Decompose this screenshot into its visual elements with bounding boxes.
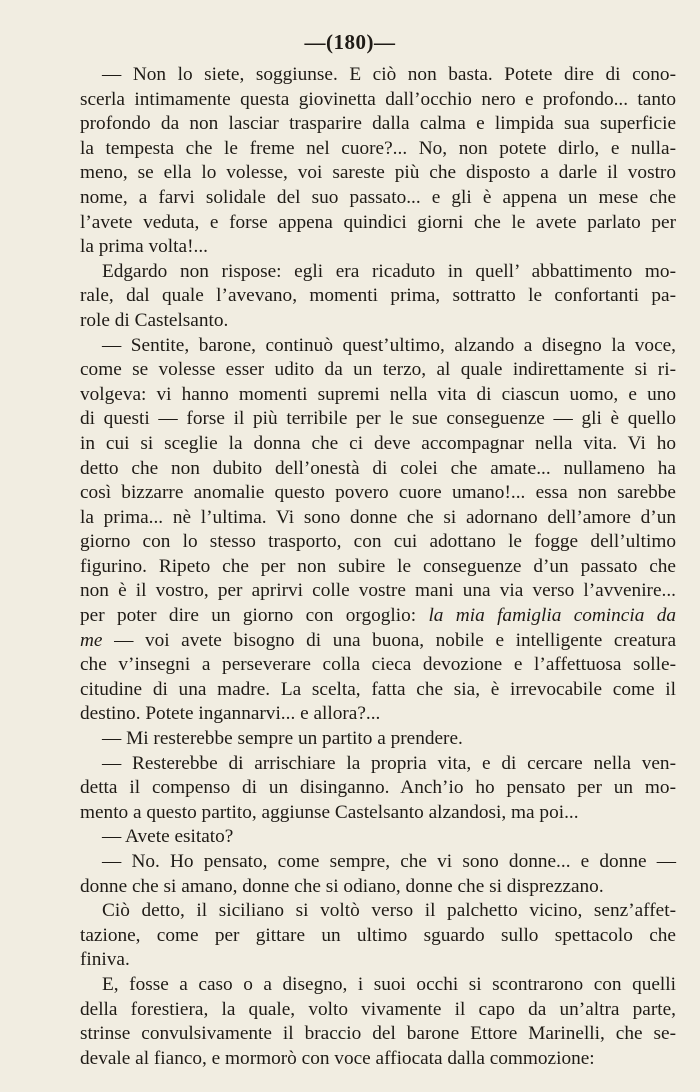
text-line (80, 63, 676, 88)
line-text: che v’insegni a perseverare colla cieca devozione e l’affettuosa solle- (80, 654, 676, 676)
line-text: l’avete veduta, e forse appena quindici giorni che le avete parlato per (80, 211, 676, 233)
text-line (80, 432, 676, 457)
text-line (80, 260, 676, 285)
line-text: meno, se ella lo volesse, voi sareste più che disposto a darle il vostro (80, 162, 676, 184)
line-text: giorno con lo stesso trasporto, con cui adottano le fogge dell’ultimo (80, 531, 676, 553)
text-line (80, 235, 676, 260)
text-line (80, 530, 676, 555)
text-line (80, 801, 676, 826)
text-line (80, 506, 676, 531)
line-text: citudine di una madre. La scelta, fatta che sia, è irrevocabile come il (80, 678, 676, 700)
line-text: detta il compenso di un disinganno. Anch’io ho pensato per un mo- (80, 777, 676, 799)
text-line (80, 284, 676, 309)
text-line (80, 653, 676, 678)
text-line (80, 776, 676, 801)
line-text: volgeva: vi hanno momenti supremi nella vita di ciascun uomo, e uno (80, 383, 676, 405)
line-text: — voi avete bisogno di una buona, nobile e intelligente creatura (102, 629, 676, 651)
text-line (80, 825, 676, 850)
line-text: nome, a farvi solidale del suo passato... e gli è appena un mese che (80, 186, 676, 208)
text-line (80, 334, 676, 359)
line-text: — Avete esitato? (102, 826, 234, 848)
line-text: per poter dire un giorno con orgoglio: (80, 605, 429, 627)
text-line (80, 407, 676, 432)
line-text: — Resterebbe di arrischiare la propria vita, e di cercare nella ven- (102, 752, 676, 774)
text-line (80, 383, 676, 408)
line-text: la tempesta che le freme nel cuore?... No, non potete dirlo, e nulla- (80, 137, 676, 159)
line-text: così bizzarre anomalie questo povero cuore umano!... essa non sarebbe (80, 482, 676, 504)
line-text: la prima volta!... (80, 236, 208, 258)
text-line (80, 481, 676, 506)
text-line (80, 137, 676, 162)
text-line (80, 850, 676, 875)
line-text: rale, dal quale l’avevano, momenti prima, sottratto le confortanti pa- (80, 285, 676, 307)
text-line (80, 727, 676, 752)
text-line (80, 186, 676, 211)
text-line (80, 1047, 676, 1072)
text-line (80, 604, 676, 629)
text-line (80, 948, 676, 973)
line-text: scerla intimamente questa giovinetta dall’occhio nero e profondo... tanto (80, 88, 676, 110)
line-text: figurino. Ripeto che per non subire le conseguenze d’un passato che (80, 555, 676, 577)
line-text: E, fosse a caso o a disegno, i suoi occhi si scontrarono con quelli (102, 973, 676, 995)
line-text: — Non lo siete, soggiunse. E ciò non basta. Potete dire di cono- (102, 64, 676, 85)
line-text: mento a questo partito, aggiunse Castelsanto alzandosi, ma poi... (80, 801, 579, 823)
line-text: destino. Potete ingannarvi... e allora?... (80, 703, 381, 725)
text-line (80, 678, 676, 703)
text-line (80, 555, 676, 580)
text-line (80, 211, 676, 236)
text-line (80, 112, 676, 137)
line-text: come se volesse esser udito da un terzo, al quale indirettamente si ri- (80, 359, 676, 381)
text-line (80, 973, 676, 998)
line-text: non è il vostro, per aprirvi colle vostre mani una via verso l’avvenire... (80, 580, 676, 602)
line-text: detto che non dubito dell’onestà di colei che amate... nullameno ha (80, 457, 676, 479)
text-line (80, 579, 676, 604)
line-text: tazione, come per gittare un ultimo sguardo sullo spettacolo che (80, 924, 676, 946)
line-text: — Mi resterebbe sempre un partito a prendere. (102, 728, 463, 750)
text-line (80, 924, 676, 949)
line-text: la prima... nè l’ultima. Vi sono donne che si adornano dell’amore d’un (80, 506, 676, 528)
text-line (80, 309, 676, 334)
text-body (80, 63, 676, 1071)
line-text: — Sentite, barone, continuò quest’ultimo, alzando a disegno la voce, (102, 334, 676, 356)
line-text: di questi — forse il più terribile per le sue conseguenze — gli è quello (80, 408, 676, 430)
line-text: donne che si amano, donne che si odiano, donne che si disprezzano. (80, 875, 604, 897)
line-text: della forestiera, la quale, volto vivamente il capo da un’altra parte, (80, 998, 676, 1020)
text-line (80, 88, 676, 113)
text-line (80, 899, 676, 924)
line-text: profondo da non lasciar trasparire dalla calma e limpida sua superficie (80, 113, 676, 135)
text-line (80, 358, 676, 383)
line-text: role di Castelsanto. (80, 309, 229, 331)
line-text: Edgardo non rispose: egli era ricaduto in quell’ abbattimento mo- (102, 260, 676, 282)
italic-phrase: me (80, 629, 103, 651)
text-line (80, 998, 676, 1023)
line-text: — No. Ho pensato, come sempre, che vi sono donne... e donne — (102, 851, 676, 872)
text-line (80, 752, 676, 777)
text-line (80, 629, 676, 654)
text-line (80, 457, 676, 482)
text-line (80, 1022, 676, 1047)
text-line (80, 702, 676, 727)
line-text: in cui si sceglie la donna che ci deve accompagnar nella vita. Vi ho (80, 432, 676, 454)
line-text: Ciò detto, il siciliano si voltò verso il palchetto vicino, senz’affet- (102, 900, 676, 922)
line-text: devale al fianco, e mormorò con voce affiocata dalla commozione: (80, 1047, 595, 1069)
line-text: strinse convulsivamente il braccio del barone Ettore Marinelli, che se- (80, 1023, 676, 1045)
text-line (80, 875, 676, 900)
italic-phrase: la mia famiglia comincia da (428, 605, 676, 627)
line-text: finiva. (80, 949, 130, 971)
text-line (80, 161, 676, 186)
page-number: —(180)— (304, 30, 396, 54)
